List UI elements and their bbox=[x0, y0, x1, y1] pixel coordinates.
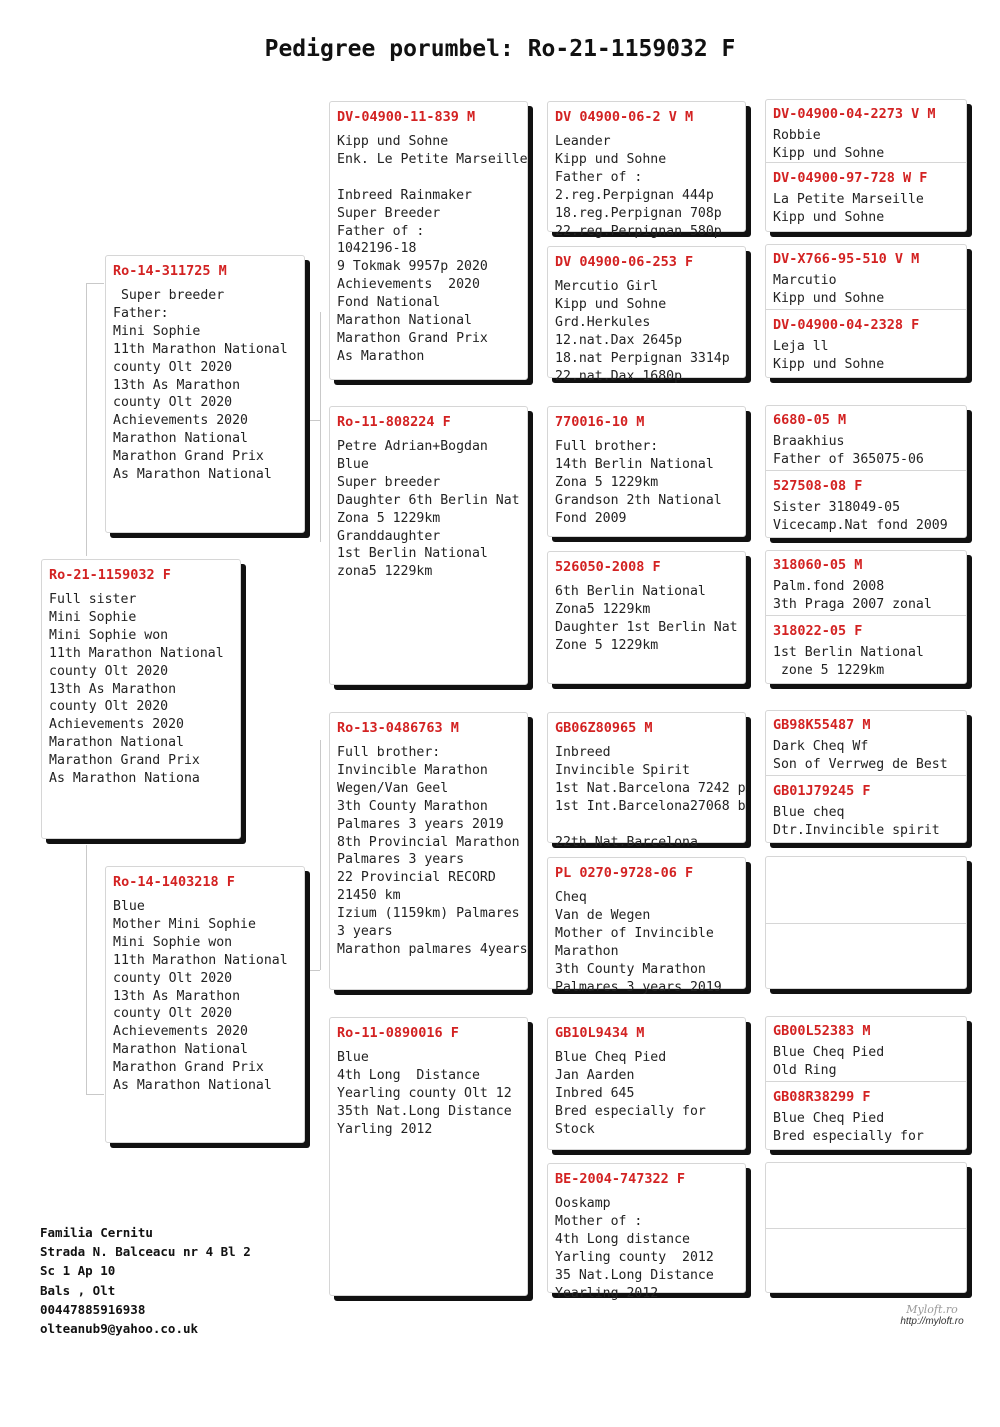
pigeon-card-great-grandparent[interactable] bbox=[547, 1017, 746, 1150]
ring-number: DV 04900-06-2 V M bbox=[555, 109, 694, 125]
pigeon-card-pair[interactable] bbox=[765, 99, 967, 232]
ring-number: DV-04900-11-839 M bbox=[337, 109, 476, 125]
pigeon-card-great-grandparent[interactable] bbox=[547, 406, 746, 537]
pigeon-card-great-grandparent[interactable] bbox=[547, 246, 746, 384]
page-title: Pedigree porumbel: Ro-21-1159032 F bbox=[264, 36, 736, 62]
pigeon-notes: Super breeder Father: Mini Sophie 11th Marathon National county Olt 2020 13th As Marathon county Olt 2020 Achievements 2020 Marathon National Marathon Grand Prix As Marathon National bbox=[113, 288, 288, 483]
pigeon-card-grandparent[interactable] bbox=[329, 1017, 528, 1296]
pigeon-entry bbox=[766, 775, 966, 840]
pigeon-notes: Palm.fond 2008 3th Praga 2007 zonal bbox=[773, 579, 932, 612]
pigeon-notes: Dark Cheq Wf Son of Verrweg de Best bbox=[773, 739, 948, 772]
owner-phone: 00447885916938 bbox=[40, 1301, 146, 1317]
logo-signature: Myloft.ro bbox=[906, 1303, 958, 1316]
pigeon-notes: Blue Cheq Pied Bred especially for bbox=[773, 1111, 924, 1144]
pigeon-notes: 6th Berlin National Zona5 1229km Daughter 1st Berlin Nat Zone 5 1229km bbox=[555, 584, 738, 653]
pigeon-notes: La Petite Marseille Kipp und Sohne bbox=[773, 192, 924, 225]
ring-number: 527508-08 F bbox=[773, 478, 863, 494]
pigeon-card-sire[interactable] bbox=[105, 255, 305, 533]
ring-number: DV-X766-95-510 V M bbox=[773, 251, 920, 267]
pigeon-notes: Blue cheq Dtr.Invincible spirit bbox=[773, 805, 940, 838]
connector-line bbox=[86, 845, 87, 1095]
pigeon-notes: Robbie Kipp und Sohne bbox=[773, 128, 885, 161]
pigeon-entry bbox=[766, 162, 966, 227]
ring-number: 526050-2008 F bbox=[555, 559, 661, 575]
ring-number: GB10L9434 M bbox=[555, 1025, 645, 1041]
ring-number: 318022-05 F bbox=[773, 623, 863, 639]
pigeon-card-great-grandparent[interactable] bbox=[547, 101, 746, 239]
ring-number: BE-2004-747322 F bbox=[555, 1171, 686, 1187]
pigeon-card-grandparent[interactable] bbox=[329, 406, 528, 685]
pigeon-card-great-grandparent[interactable] bbox=[547, 551, 746, 684]
pigeon-notes: Kipp und Sohne Enk. Le Petite Marseille Inbreed Rainmaker Super Breeder Father of : 1042196-18 9 Tokmak 9957p 2020 Achievements 2020 Fond National Marathon National Marathon Grand Prix As Marathon bbox=[337, 134, 528, 364]
ring-number: PL 0270-9728-06 F bbox=[555, 865, 694, 881]
connector-line bbox=[86, 1094, 104, 1095]
owner-info bbox=[40, 1223, 251, 1338]
ring-number: Ro-21-1159032 F bbox=[49, 567, 171, 583]
pigeon-notes: Full sister Mini Sophie Mini Sophie won 11th Marathon National county Olt 2020 13th As Marathon county Olt 2020 Achievements 2020 Marathon National Marathon Grand Prix As Marathon Nationa bbox=[49, 592, 224, 787]
ring-number: DV-04900-97-728 W F bbox=[773, 170, 928, 186]
pigeon-notes: Leander Kipp und Sohne Father of : 2.reg.Perpignan 444p 18.reg.Perpignan 708p 22.reg.Perpignan 580p bbox=[555, 134, 722, 239]
ring-number: GB00L52383 M bbox=[773, 1023, 871, 1039]
owner-name: Familia Cernitu bbox=[40, 1225, 153, 1240]
pigeon-card-pair[interactable] bbox=[765, 244, 967, 378]
connector-line bbox=[308, 420, 320, 421]
ring-number: GB08R38299 F bbox=[773, 1089, 871, 1105]
pigeon-notes: Ooskamp Mother of : 4th Long distance Yarling county 2012 35 Nat.Long Distance Yearling 2012 bbox=[555, 1196, 714, 1301]
owner-address: Sc 1 Ap 10 bbox=[40, 1263, 116, 1279]
pigeon-notes: Full brother: Invincible Marathon Wegen/Van Geel 3th County Marathon Palmares 3 years 2019 8th Provincial Marathon Palmares 3 years 22 Provincial RECORD 21450 km Izium (1159km) Palmares 3 years Marathon palmares 4years bbox=[337, 745, 528, 957]
ring-number: Ro-11-808224 F bbox=[337, 414, 451, 430]
ring-number: GB98K55487 M bbox=[773, 717, 871, 733]
pigeon-card-pair[interactable] bbox=[765, 550, 967, 684]
pigeon-notes: Full brother: 14th Berlin National Zona 5 1229km Grandson 2th National Fond 2009 bbox=[555, 439, 722, 526]
ring-number: 6680-05 M bbox=[773, 412, 847, 428]
pigeon-notes: Blue Cheq Pied Old Ring bbox=[773, 1045, 885, 1078]
pigeon-notes: Petre Adrian+Bogdan Blue Super breeder Daughter 6th Berlin Nat Zona 5 1229km Granddaughter 1st Berlin National zona5 1229km bbox=[337, 439, 520, 580]
owner-email[interactable]: olteanub9@yahoo.co.uk bbox=[40, 1321, 199, 1337]
pigeon-card-pair[interactable] bbox=[765, 1016, 967, 1150]
pigeon-card-great-grandparent[interactable] bbox=[547, 712, 746, 850]
owner-city: Bals , Olt bbox=[40, 1282, 116, 1298]
pigeon-entry bbox=[766, 551, 966, 615]
ring-number: Ro-11-0890016 F bbox=[337, 1025, 459, 1041]
ring-number: Ro-14-1403218 F bbox=[113, 874, 235, 890]
ring-number: 318060-05 M bbox=[773, 557, 863, 573]
pigeon-card-pair-empty[interactable] bbox=[765, 856, 967, 989]
logo-url[interactable]: http://myloft.ro bbox=[900, 1316, 964, 1327]
pigeon-entry bbox=[766, 245, 966, 309]
ring-number: DV 04900-06-253 F bbox=[555, 254, 694, 270]
pigeon-notes: Blue Cheq Pied Jan Aarden Inbred 645 Bred especially for Stock bbox=[555, 1050, 706, 1137]
pigeon-entry bbox=[766, 406, 966, 470]
connector-line bbox=[308, 970, 320, 971]
pigeon-card-grandparent[interactable] bbox=[329, 101, 528, 380]
ring-number: 770016-10 M bbox=[555, 414, 645, 430]
pigeon-notes: 1st Berlin National zone 5 1229km bbox=[773, 645, 924, 678]
pigeon-card-great-grandparent[interactable] bbox=[547, 857, 746, 995]
pigeon-card-pair-empty[interactable] bbox=[765, 1162, 967, 1293]
connector-line bbox=[86, 283, 87, 556]
pigeon-card-pair[interactable] bbox=[765, 710, 967, 843]
pigeon-card-great-grandparent[interactable] bbox=[547, 1163, 746, 1301]
ring-number: GB06Z80965 M bbox=[555, 720, 653, 736]
myloft-logo[interactable] bbox=[892, 1303, 972, 1327]
pigeon-entry bbox=[766, 309, 966, 374]
pigeon-entry bbox=[766, 1163, 966, 1229]
pigeon-entry bbox=[766, 615, 966, 680]
pigeon-entry bbox=[766, 1017, 966, 1081]
ring-number: DV-04900-04-2328 F bbox=[773, 317, 920, 333]
pigeon-notes: Leja ll Kipp und Sohne bbox=[773, 339, 885, 372]
pigeon-notes: Inbreed Invincible Spirit 1st Nat.Barcelona 7242 p 1st Int.Barcelona27068 b 22th Nat.Barcelona bbox=[555, 745, 746, 850]
ring-number: GB01J79245 F bbox=[773, 783, 871, 799]
ring-number: DV-04900-04-2273 V M bbox=[773, 106, 936, 122]
pigeon-card-dam[interactable] bbox=[105, 866, 305, 1143]
pigeon-entry bbox=[766, 711, 966, 775]
ring-number: Ro-14-311725 M bbox=[113, 263, 227, 279]
pigeon-notes: Cheq Van de Wegen Mother of Invincible Marathon 3th County Marathon Palmares 3 years 2019 bbox=[555, 890, 722, 995]
pigeon-card-subject[interactable] bbox=[41, 559, 241, 839]
pigeon-notes: Blue Mother Mini Sophie Mini Sophie won 11th Marathon National county Olt 2020 13th As Marathon county Olt 2020 Achievements 2020 Marathon National Marathon Grand Prix As Marathon National bbox=[113, 899, 288, 1094]
pigeon-notes: Blue 4th Long Distance Yearling county Olt 12 35th Nat.Long Distance Yarling 2012 bbox=[337, 1050, 512, 1137]
pigeon-entry bbox=[766, 857, 966, 924]
connector-line bbox=[320, 312, 321, 542]
pigeon-entry bbox=[766, 470, 966, 535]
pigeon-notes: Marcutio Kipp und Sohne bbox=[773, 273, 885, 306]
pigeon-entry bbox=[766, 1081, 966, 1146]
ring-number: Ro-13-0486763 M bbox=[337, 720, 459, 736]
pigeon-notes: Braakhius Father of 365075-06 bbox=[773, 434, 924, 467]
connector-line bbox=[320, 740, 321, 970]
connector-line bbox=[86, 283, 104, 284]
owner-address: Strada N. Balceacu nr 4 Bl 2 bbox=[40, 1244, 251, 1260]
pigeon-card-pair[interactable] bbox=[765, 405, 967, 538]
pigeon-notes: Sister 318049-05 Vicecamp.Nat fond 2009 bbox=[773, 500, 948, 533]
pigeon-card-grandparent[interactable] bbox=[329, 712, 528, 990]
pigeon-notes: Mercutio Girl Kipp und Sohne Grd.Herkules 12.nat.Dax 2645p 18.nat Perpignan 3314p 22.nat.Dax 1680p bbox=[555, 279, 730, 384]
pigeon-entry bbox=[766, 100, 966, 162]
